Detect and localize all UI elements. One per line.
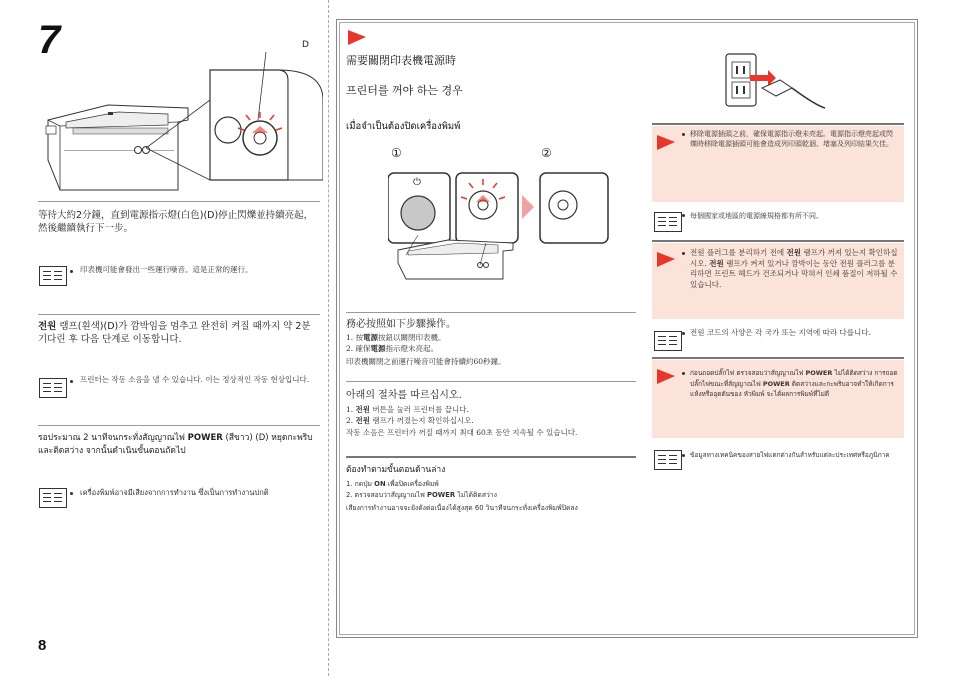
divider xyxy=(346,381,636,382)
ko-steps xyxy=(346,405,646,439)
step-num: 1. xyxy=(346,405,354,414)
zh-steps-heading: 務必按照如下步驟操作。 xyxy=(346,319,456,330)
th-step-1 xyxy=(346,479,646,490)
zh-after: 印表機關閉之前運行噪音可能會持續約60秒鐘。 xyxy=(346,357,506,366)
ko-step-1 xyxy=(346,405,646,416)
zoom-callout xyxy=(210,52,323,180)
ko-instruction-text: 램프(흰색)(D)가 깜박임을 멈추고 완전히 켜질 때까지 약 2분 기다린 후 다음 단계로 이동합니다. xyxy=(38,321,311,345)
th-steps-heading: ต้องทำตามขั้นตอนด้านล่าง xyxy=(346,465,446,475)
th-caution-bold: POWER xyxy=(805,369,833,377)
ko-caution-bold: 전원 xyxy=(786,248,801,257)
title-th: เมื่อจำเป็นต้องปิดเครื่องพิมพ์ xyxy=(346,121,461,132)
step-num: 2. xyxy=(346,490,353,499)
note-icon xyxy=(39,488,67,508)
caution-flag-icon xyxy=(655,250,677,270)
divider xyxy=(38,314,320,315)
zh-step-2 xyxy=(346,344,646,355)
th-caution-bold: POWER xyxy=(762,379,790,388)
th-instruction xyxy=(38,432,320,458)
step-marker-2: ② xyxy=(541,146,552,160)
note-icon xyxy=(654,450,682,470)
th-caution-text xyxy=(690,368,900,400)
caution-flag-icon xyxy=(655,133,677,153)
note-icon xyxy=(654,331,682,351)
th-step2-post: ไม่ได้ติดสว่าง xyxy=(455,490,497,499)
note-icon xyxy=(654,212,682,232)
ko-after: 작동 소음은 프린터가 꺼질 때까지 최대 60초 동안 지속될 수 있습니다. xyxy=(346,428,578,437)
ko-step1-bold: 전원 xyxy=(355,405,371,414)
caution-flag-icon xyxy=(655,367,677,387)
ko-caution-mid: 램프가 꺼져 있는지 확인하십시오. xyxy=(690,248,898,268)
divider xyxy=(652,123,904,125)
divider xyxy=(346,456,636,458)
divider xyxy=(38,425,320,426)
zh-step-1 xyxy=(346,333,646,344)
zh-power-cord-note: 每個國家或地區的電源線規格都有所不同。 xyxy=(690,212,823,220)
bullet xyxy=(70,270,73,273)
th-instruction-post: (สีขาว) (D) หยุดกะพริบและติดสว่าง จากนั้นดำเนินขั้นตอนถัดไป xyxy=(38,433,313,456)
zh-steps xyxy=(346,333,646,368)
blinking-lamp-panel xyxy=(456,173,518,243)
ko-note: 프린터는 작동 소음을 낼 수 있습니다. 이는 정상적인 작동 현상입니다. xyxy=(80,375,310,384)
divider xyxy=(346,312,636,313)
bullet xyxy=(682,454,685,457)
bullet xyxy=(682,133,685,136)
divider xyxy=(38,201,320,202)
step-num: 1. xyxy=(346,333,354,342)
th-after: เสียงการทำงานอาจจะยังดังต่อเนื่องได้สูงสุด 60 วินาทีจนกระทั่งเครื่องพิมพ์ปิดลง xyxy=(346,504,578,512)
zh-note: 印表機可能會發出一些運行噪音。這是正常的運行。 xyxy=(80,265,253,274)
step-number: 7 xyxy=(38,18,61,62)
th-step1-post: เพื่อปิดเครื่องพิมพ์ xyxy=(385,480,439,488)
th-instruction-pre: รอประมาณ 2 นาทีจนกระทั่งสัญญาณไฟ xyxy=(38,433,188,443)
th-power-cord-note: ข้อมูลทางเทคนิคของสายไฟแตกต่างกันสำหรับแต่ละประเทศหรือภูมิภาค xyxy=(690,451,890,459)
bullet xyxy=(70,492,73,495)
note-icon xyxy=(39,266,67,286)
arrow-icon xyxy=(522,195,534,219)
bullet xyxy=(682,372,685,375)
th-power-bold: POWER xyxy=(187,433,223,443)
th-step2-pre: ตรวจสอบว่าสัญญาณไฟ xyxy=(354,490,427,499)
power-plug-illustration xyxy=(720,50,845,115)
ko-step1-post: 버튼을 눌러 프린터를 끕니다. xyxy=(370,405,469,414)
power-symbol-icon: ⏻ xyxy=(413,177,421,188)
bullet xyxy=(682,252,685,255)
zh-step2-bold: 電源 xyxy=(370,343,386,353)
column-divider xyxy=(328,0,329,676)
ko-step2-bold: 전원 xyxy=(355,415,371,425)
ko-step-2 xyxy=(346,416,646,427)
th-step1-bold: ON xyxy=(374,480,386,488)
lamp-off-panel xyxy=(540,173,608,243)
step-num: 2. xyxy=(346,415,354,425)
ko-caution-bold: 전원 xyxy=(709,258,724,268)
caution-flag-icon xyxy=(346,28,368,48)
page-number: 8 xyxy=(38,637,47,654)
ko-step2-post: 램프가 꺼졌는지 확인하십시오. xyxy=(370,415,474,425)
zh-step2-post: 指示燈未亮起。 xyxy=(385,343,439,353)
zh-instruction: 等待大約2分鐘，直到電源指示燈(白色)(D)停止閃爍並持續亮起，然後繼續執行下一步。 xyxy=(38,210,314,234)
th-note: เครื่องพิมพ์อาจมีเสียงจากการทำงาน ซึ่งเป็นการทำงานปกติ xyxy=(80,488,269,497)
callout-label-d: D xyxy=(302,40,309,50)
ko-instruction xyxy=(38,320,318,346)
ko-caution-post: 램프가 켜져 있거나 깜박이는 동안 전원 플러그를 분리하면 프린트 헤드가 건조되거나 막혀서 인쇄 품질이 저하될 수 있습니다. xyxy=(690,258,898,289)
zh-caution-text: 移除電源插頭之前，確保電源指示燈未亮起。電源指示燈亮起或閃爍時移除電源插頭可能會造成列印頭乾涸、堵塞及列印結果欠佳。 xyxy=(690,130,893,148)
zh-step1-bold: 電源 xyxy=(363,333,379,342)
zh-step2-pre: 確保 xyxy=(355,343,371,353)
printer-power-lamp-illustration xyxy=(38,40,323,195)
th-caution-mid: ไม่ได้ติดสว่าง การถอดปลั๊กไฟขณะที่สัญญาณไฟ xyxy=(690,369,898,388)
ko-caution-pre: 전원 플러그를 분리하기 전에 xyxy=(690,248,787,257)
step-marker-1: ① xyxy=(391,146,402,160)
bullet xyxy=(682,214,685,217)
note-icon xyxy=(39,378,67,398)
th-caution-pre: ก่อนถอดปลั๊กไฟ ตรวจสอบว่าสัญญาณไฟ xyxy=(690,369,806,377)
bullet xyxy=(682,332,685,335)
ko-caution-text xyxy=(690,248,902,290)
bullet xyxy=(70,380,73,383)
zh-step1-pre: 按 xyxy=(355,333,364,342)
zh-step1-post: 按鈕以關閉印表機。 xyxy=(378,333,446,342)
ko-steps-heading: 아래의 절차를 따르십시오. xyxy=(346,390,462,401)
title-ko: 프린터를 꺼야 하는 경우 xyxy=(346,84,463,97)
divider xyxy=(652,357,904,359)
power-off-step-illustration xyxy=(388,165,623,285)
th-step-2 xyxy=(346,490,646,501)
th-step2-bold: POWER xyxy=(426,490,456,499)
th-caution-post: ติดสว่างและกะพริบอาจทำให้เกิดการแห้งหรืออุดตันของ หัวพิมพ์ จะได้ผลการพิมพ์ที่ไม่ดี xyxy=(690,379,894,398)
ko-power-cord-note: 전원 코드의 사양은 각 국가 또는 지역에 따라 다릅니다. xyxy=(690,328,871,337)
title-zh: 需要關閉印表機電源時 xyxy=(346,54,456,67)
divider xyxy=(652,240,904,242)
step-num: 1. xyxy=(346,480,353,488)
th-steps xyxy=(346,479,646,514)
printer-body xyxy=(46,105,188,190)
step-num: 2. xyxy=(346,343,354,353)
th-step1-pre: กดปุ่ม xyxy=(354,480,375,488)
ko-power-bold: 전원 xyxy=(38,321,57,332)
